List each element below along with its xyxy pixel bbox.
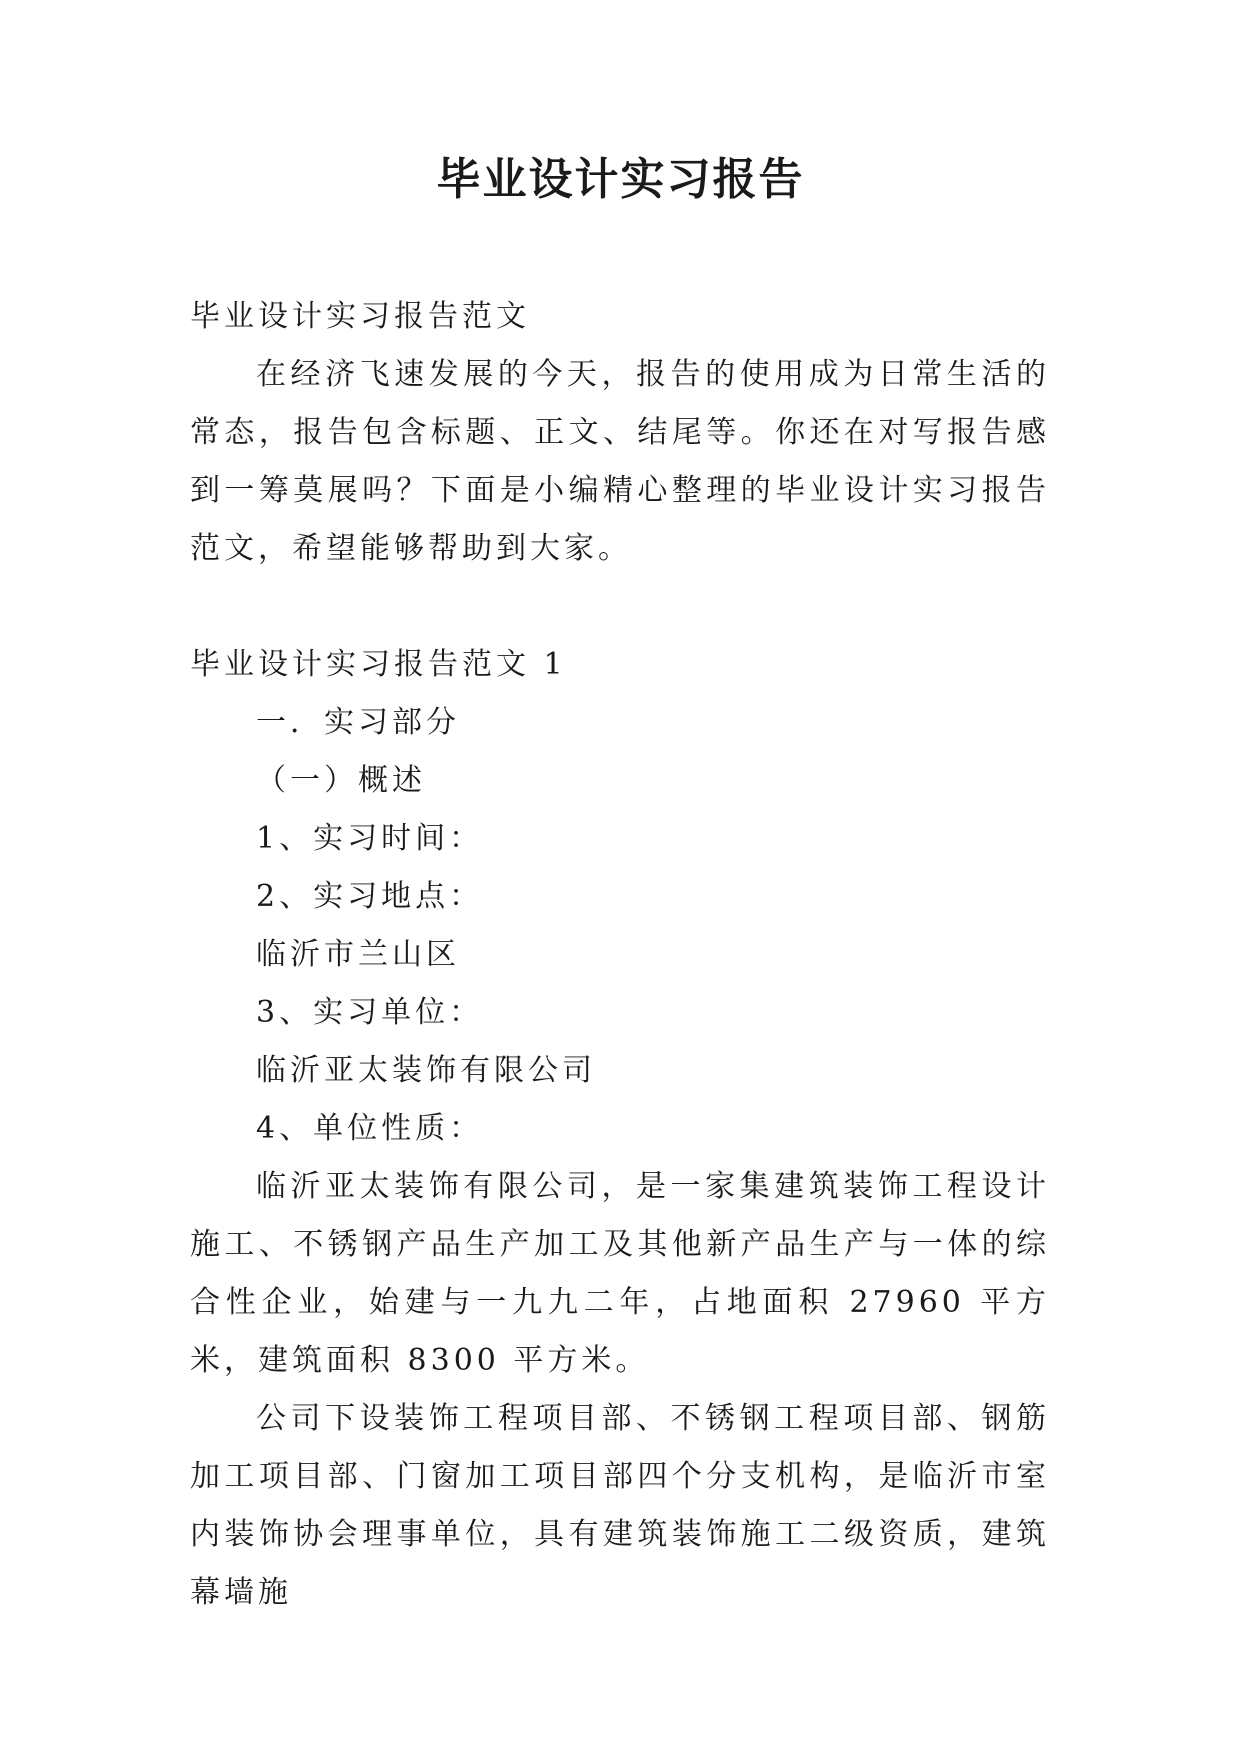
paragraph: 一．实习部分: [256, 705, 460, 740]
paragraph: 临沂市兰山区: [256, 937, 460, 972]
paragraph: 4、单位性质：: [256, 1111, 484, 1146]
paragraph: 1、实习时间：: [256, 821, 484, 856]
document-body: [190, 288, 1050, 1622]
paragraph: 临沂亚太装饰有限公司: [256, 1053, 596, 1088]
paragraph: 3、实习单位：: [256, 995, 484, 1030]
paragraph: 在经济飞速发展的今天，报告的使用成为日常生活的常态，报告包含标题、正文、结尾等。你还在对写报告感到一筹莫展吗？下面是小编精心整理的毕业设计实习报告范文，希望能够帮助到大家。: [190, 357, 1050, 566]
paragraph: 临沂亚太装饰有限公司，是一家集建筑装饰工程设计施工、不锈钢产品生产加工及其他新产品生产与一体的综合性企业，始建与一九九二年，占地面积 27960 平方米，建筑面积 8300 平方米。: [190, 1169, 1050, 1378]
paragraph: 毕业设计实习报告范文 1: [190, 647, 567, 682]
document-title: 毕业设计实习报告: [436, 154, 805, 205]
paragraph: 公司下设装饰工程项目部、不锈钢工程项目部、钢筋加工项目部、门窗加工项目部四个分支机构，是临沂市室内装饰协会理事单位，具有建筑装饰施工二级资质，建筑幕墙施: [190, 1401, 1050, 1610]
paragraph: 2、实习地点：: [256, 879, 484, 914]
paragraph: 毕业设计实习报告范文: [190, 299, 530, 334]
paragraph: （一）概述: [256, 763, 426, 798]
